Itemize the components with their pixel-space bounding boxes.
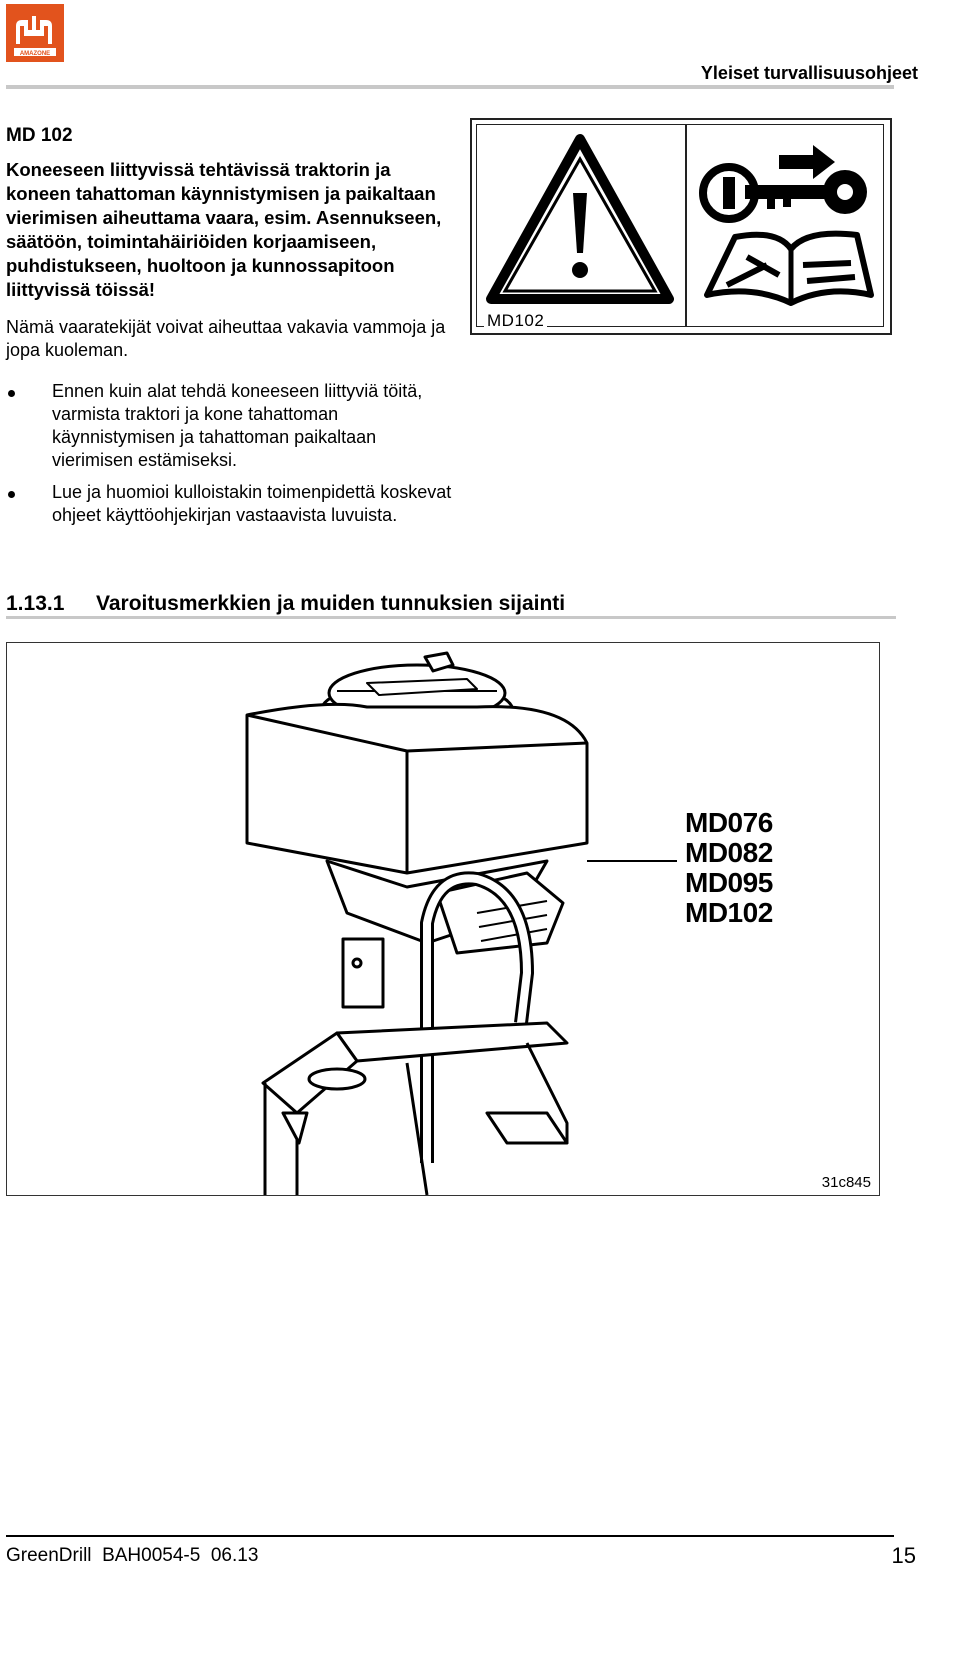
section-divider (6, 616, 896, 619)
warning-hazard-text: Koneeseen liittyvissä tehtävissä traktorin ja koneen tahattoman käynnistymisen ja paikaltaan vierimisen aiheuttama vaara, esim. Asennukseen, säätöön, toimintahäiriöiden korjaamiseen, puhdistukseen, huoltoon ja kunnossapitoon liittyvissä töissä! (6, 159, 442, 300)
list-item-text: Lue ja huomioi kulloistakin toimenpidettä koskevat ohjeet käyttöohjekirjan vastaavista luvuista. (52, 482, 452, 525)
amazone-logo (6, 4, 64, 62)
list-item (6, 481, 454, 527)
callout-label: MD095 (685, 867, 773, 898)
amazone-logo-icon (6, 4, 64, 62)
footer-divider (6, 1535, 894, 1537)
section-heading (6, 592, 565, 616)
section-title: Varoitusmerkkien ja muiden tunnuksien sijainti (96, 592, 566, 615)
sign-label: MD102 (484, 311, 547, 331)
section-number: 1.13.1 (6, 592, 65, 615)
warning-sign-callouts (685, 808, 773, 928)
warning-triangle-icon (477, 125, 683, 315)
bullet-icon (8, 390, 15, 397)
bullet-icon (8, 491, 15, 498)
list-item-text: Ennen kuin alat tehdä koneeseen liittyviä töitä, varmista traktori ja kone tahattoman käynnistymisen ja tahattoman paikaltaan vierimisen estämiseksi. (52, 381, 423, 470)
callout-label: MD082 (685, 837, 773, 868)
list-item (6, 380, 454, 472)
page-number: 15 (891, 1543, 916, 1568)
warning-code: MD 102 (6, 125, 73, 146)
header-divider (6, 85, 894, 89)
callout-label: MD102 (685, 897, 773, 928)
key-and-manual-icon (687, 125, 883, 315)
machine-figure (6, 642, 880, 1196)
warning-sign (470, 118, 892, 335)
header-title: Yleiset turvallisuusohjeet (700, 63, 918, 83)
svg-text:AMAZONE: AMAZONE (19, 51, 51, 57)
callout-label: MD076 (685, 807, 773, 838)
footer-document-id: GreenDrill BAH0054-5 06.13 (6, 1545, 259, 1566)
figure-code: 31c845 (821, 1174, 871, 1191)
warning-instructions (6, 380, 454, 536)
warning-consequence-text: Nämä vaaratekijät voivat aiheuttaa vakavia vammoja ja jopa kuoleman. (6, 317, 446, 360)
